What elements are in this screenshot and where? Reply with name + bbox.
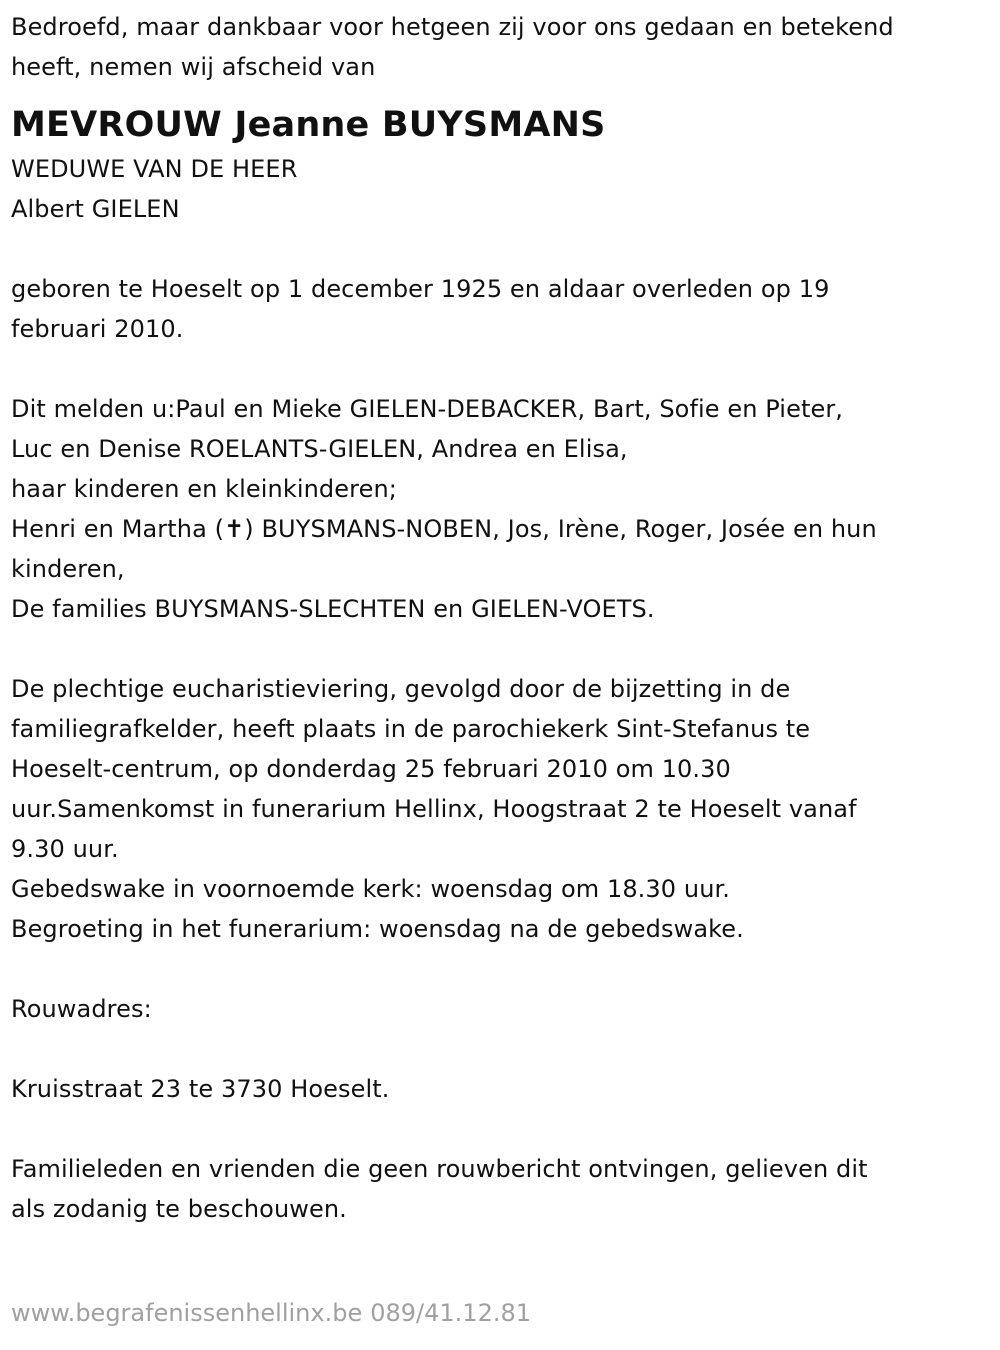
birth-death-paragraph bbox=[11, 269, 991, 349]
address-label: Rouwadres: bbox=[11, 995, 152, 1023]
family-paragraph bbox=[11, 389, 991, 629]
deceased-relation: WEDUWE VAN DE HEER bbox=[11, 155, 298, 183]
family-line: De families BUYSMANS-SLECHTEN en GIELEN-VOETS. bbox=[11, 595, 655, 623]
footer-phone: 089/41.12.81 bbox=[370, 1299, 532, 1327]
footer-contact bbox=[11, 1293, 531, 1333]
intro-line: heeft, nemen wij afscheid van bbox=[11, 53, 376, 81]
closing-paragraph bbox=[11, 1149, 991, 1229]
family-line: Dit melden u:Paul en Mieke GIELEN-DEBACKER, Bart, Sofie en Pieter, bbox=[11, 395, 844, 423]
ceremony-line: De plechtige eucharistieviering, gevolgd door de bijzetting in de bbox=[11, 675, 791, 703]
ceremony-line: Hoeselt-centrum, op donderdag 25 februari 2010 om 10.30 bbox=[11, 755, 731, 783]
ceremony-line: 9.30 uur. bbox=[11, 835, 119, 863]
ceremony-line: uur.Samenkomst in funerarium Hellinx, Hoogstraat 2 te Hoeselt vanaf bbox=[11, 795, 857, 823]
spacer bbox=[11, 629, 991, 669]
birth-death-line: februari 2010. bbox=[11, 315, 184, 343]
spacer bbox=[11, 1109, 991, 1149]
ceremony-line: familiegrafkelder, heeft plaats in de parochiekerk Sint-Stefanus te bbox=[11, 715, 811, 743]
family-line: Luc en Denise ROELANTS-GIELEN, Andrea en Elisa, bbox=[11, 435, 628, 463]
family-line: haar kinderen en kleinkinderen; bbox=[11, 475, 397, 503]
ceremony-line: Gebedswake in voornoemde kerk: woensdag om 18.30 uur. bbox=[11, 875, 730, 903]
mourning-address: Kruisstraat 23 te 3730 Hoeselt. bbox=[11, 1075, 390, 1103]
ceremony-line: Begroeting in het funerarium: woensdag na de gebedswake. bbox=[11, 915, 744, 943]
obituary-notice bbox=[11, 7, 991, 1229]
closing-line: Familieleden en vrienden die geen rouwbericht ontvingen, gelieven dit bbox=[11, 1155, 868, 1183]
spacer bbox=[11, 949, 991, 989]
family-line: kinderen, bbox=[11, 555, 125, 583]
footer-website: www.begrafenissenhellinx.be bbox=[11, 1299, 363, 1327]
intro-line: Bedroefd, maar dankbaar voor hetgeen zij voor ons gedaan en betekend bbox=[11, 13, 894, 41]
closing-line: als zodanig te beschouwen. bbox=[11, 1195, 347, 1223]
family-line: Henri en Martha (✝) BUYSMANS-NOBEN, Jos, Irène, Roger, Josée en hun bbox=[11, 515, 877, 543]
birth-death-line: geboren te Hoeselt op 1 december 1925 en aldaar overleden op 19 bbox=[11, 275, 830, 303]
ceremony-paragraph bbox=[11, 669, 991, 949]
deceased-spouse: Albert GIELEN bbox=[11, 195, 180, 223]
intro-text bbox=[11, 7, 991, 87]
spacer bbox=[11, 229, 991, 269]
spacer bbox=[11, 349, 991, 389]
spacer bbox=[11, 1029, 991, 1069]
deceased-name: MEVROUW Jeanne BUYSMANS bbox=[11, 105, 606, 145]
